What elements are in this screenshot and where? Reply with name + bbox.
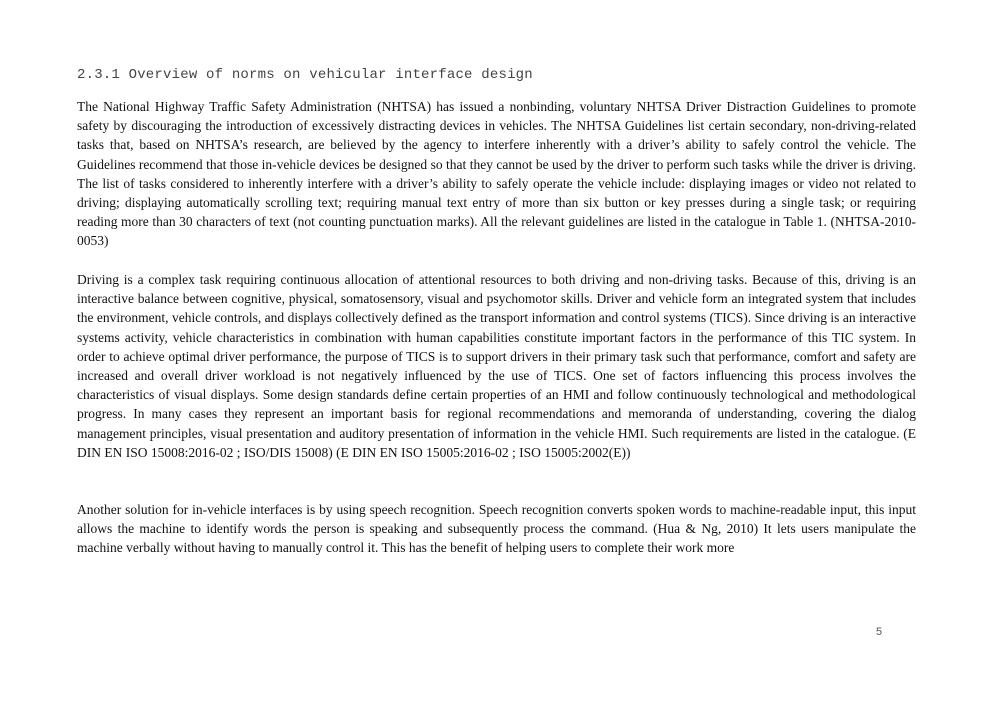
paragraph-driving-tics: Driving is a complex task requiring continuous allocation of attentional resources to both driving and non-driving tasks. Because of this, driving is an interactive balance between cognitive, physical, somatosensory, visual and psychomotor skills. Driver and vehicle form an integrated system that includes the environment, vehicle controls, and displays collectively defined as the transport information and control systems (TICS). Since driving is an interactive systems activity, vehicle characteristics in combination with human capabilities constitute important factors in the performance of this TIC system. In order to achieve optimal driver performance, the purpose of TICS is to support drivers in their primary task such that performance, comfort and safety are increased and overall driver workload is not negatively influenced by the use of TICS. One set of factors influencing this process involves the characteristics of visual displays. Some design standards define certain properties of an HMI and follow continuously technological and methodological progress. In many cases they represent an important basis for regional recommendations and memoranda of understanding, covering the dialog management principles, visual presentation and auditory presentation of information in the vehicle HMI. Such requirements are listed in the catalogue. (E DIN EN ISO 15008:2016-02 ; ISO/DIS 15008) (E DIN EN ISO 15005:2016-02 ; ISO 15005:2002(E)) [77, 272, 916, 460]
section-heading: 2.3.1 Overview of norms on vehicular interface design [77, 67, 533, 83]
paragraph-speech-recognition: Another solution for in-vehicle interfaces is by using speech recognition. Speech recognition converts spoken words to machine-readable input, this input allows the machine to identify words the person is speaking and subsequently process the command. (Hua & Ng, 2010) It lets users manipulate the machine verbally without having to manually control it. This has the benefit of helping users to complete their work more [77, 502, 916, 556]
paragraph-nhtsa-guidelines: The National Highway Traffic Safety Administration (NHTSA) has issued a nonbinding, voluntary NHTSA Driver Distraction Guidelines to promote safety by discouraging the introduction of excessively distracting devices in vehicles. The NHTSA Guidelines list certain secondary, non-driving-related tasks that, based on NHTSA’s research, are believed by the agency to interfere inherently with a driver’s ability to safely control the vehicle. The Guidelines recommend that those in-vehicle devices be designed so that they cannot be used by the driver to perform such tasks while the driver is driving. The list of tasks considered to inherently interfere with a driver’s ability to safely operate the vehicle include: displaying images or video not related to driving; displaying automatically scrolling text; requiring manual text entry of more than six button or key presses during a single task; or requiring reading more than 30 characters of text (not counting punctuation marks). All the relevant guidelines are listed in the catalogue in Table 1. (NHTSA-2010-0053) [77, 99, 916, 249]
page-number: 5 [876, 626, 883, 638]
